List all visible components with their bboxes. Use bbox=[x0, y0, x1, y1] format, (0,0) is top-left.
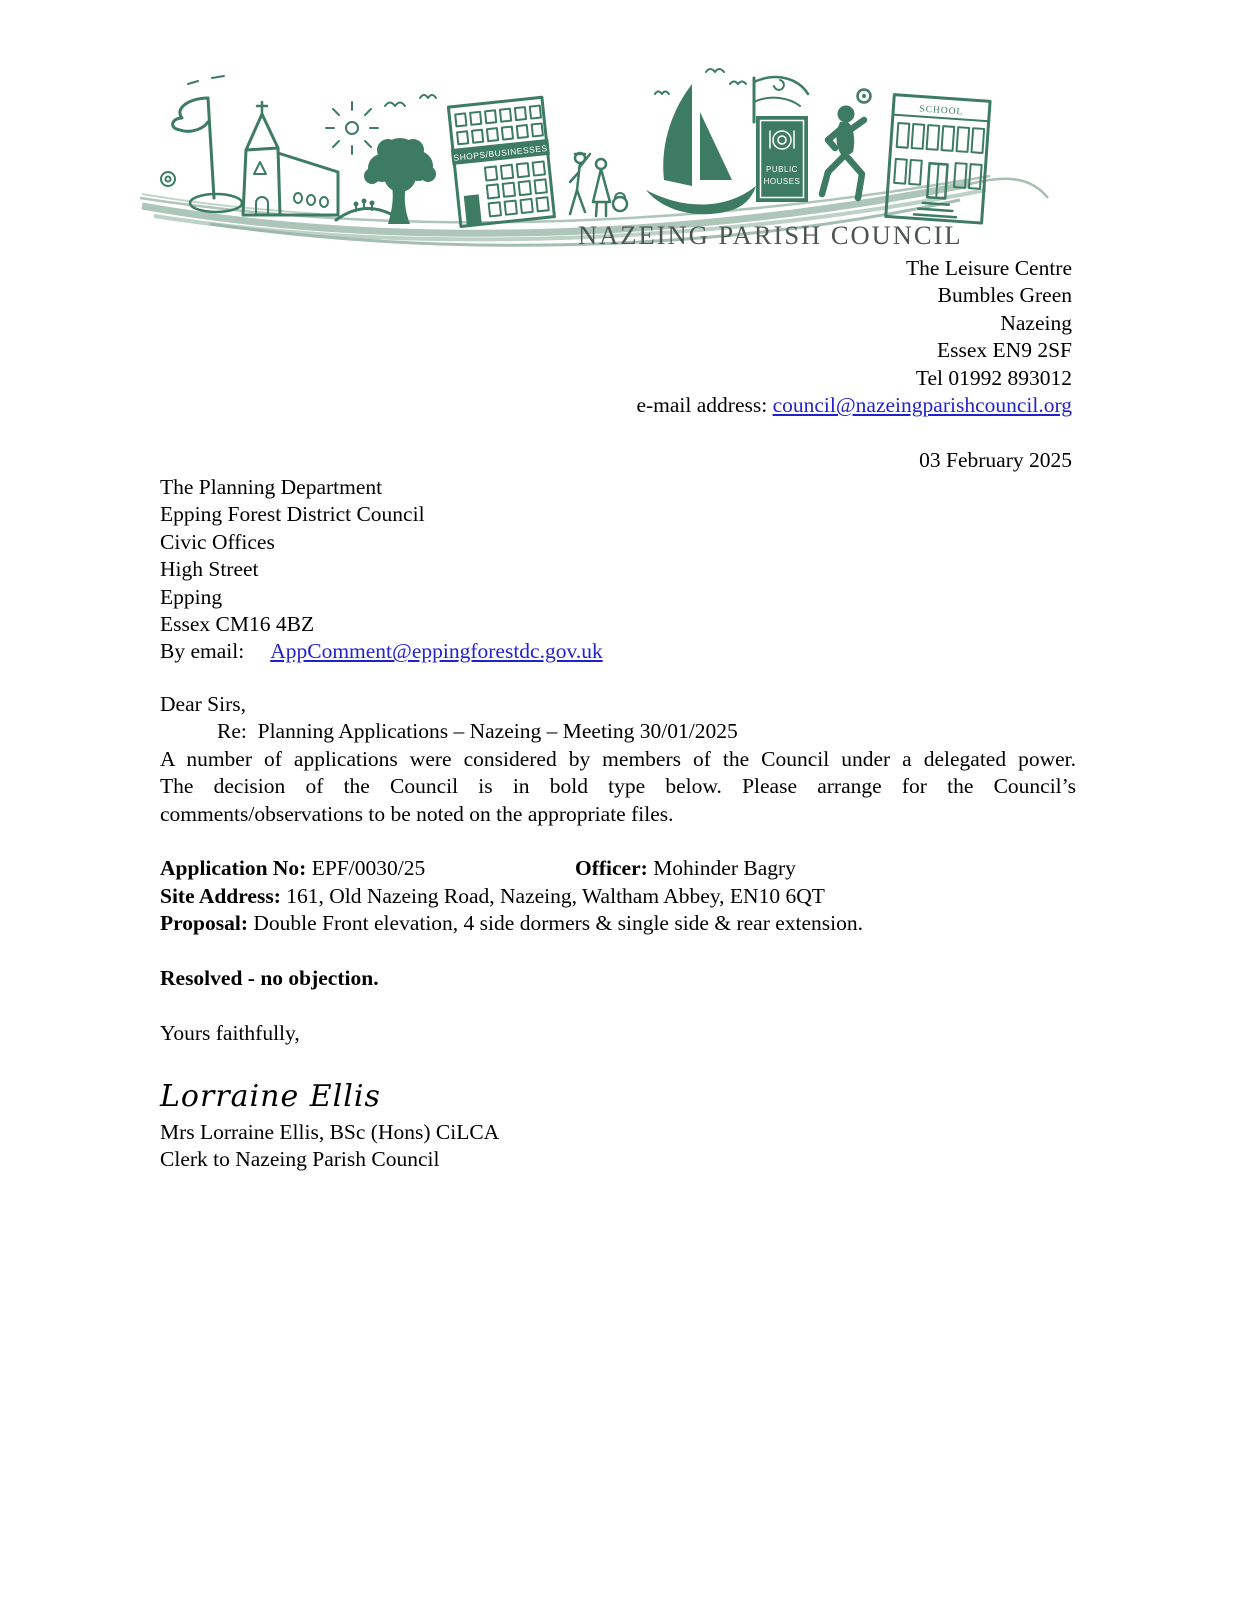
by-email-line bbox=[160, 638, 603, 665]
sun-tree-hill-icon bbox=[326, 95, 436, 224]
letter-body bbox=[160, 691, 1076, 1173]
site-address-value: 161, Old Nazeing Road, Nazeing, Waltham Abbey, EN10 6QT bbox=[286, 883, 825, 908]
recipient-address-line: High Street bbox=[160, 557, 259, 582]
recipient-address-line: Epping bbox=[160, 584, 223, 609]
council-title: NAZEING PARISH COUNCIL bbox=[578, 220, 963, 250]
site-address-line bbox=[160, 883, 1076, 910]
officer-label: Officer: bbox=[575, 856, 648, 881]
shops-building-icon bbox=[446, 97, 556, 227]
footballer-icon bbox=[822, 90, 871, 199]
sender-email-line bbox=[636, 392, 1072, 419]
school-banner-label: SCHOOL bbox=[918, 104, 964, 118]
proposal-line bbox=[160, 910, 1076, 937]
public-houses-label-line1: PUBLIC bbox=[766, 165, 798, 174]
proposal-value: Double Front elevation, 4 side dormers & single side & rear extension. bbox=[253, 911, 864, 936]
officer-cell bbox=[575, 856, 796, 880]
signature-script: Lorraine Ellis bbox=[160, 1078, 381, 1114]
sender-address-line: Essex EN9 2SF bbox=[937, 338, 1072, 363]
site-address-label: Site Address: bbox=[160, 883, 281, 908]
application-no-cell bbox=[160, 855, 575, 882]
subject-line: Re: Planning Applications – Nazeing – Meeting 30/01/2025 bbox=[217, 719, 738, 744]
shops-banner-label: SHOPS/BUSINESSES bbox=[452, 143, 548, 163]
sender-address-line: Tel 01992 893012 bbox=[915, 365, 1072, 390]
recipient-address-line: The Planning Department bbox=[160, 475, 383, 499]
sender-address-line: Bumbles Green bbox=[937, 283, 1072, 308]
sender-address-line: The Leisure Centre bbox=[906, 256, 1072, 280]
proposal-label: Proposal: bbox=[160, 911, 248, 936]
salutation: Dear Sirs, bbox=[160, 692, 246, 716]
application-no-label: Application No: bbox=[160, 856, 307, 881]
recipient-address-line: Essex CM16 4BZ bbox=[160, 612, 315, 637]
officer-value: Mohinder Bagry bbox=[653, 856, 796, 881]
signatory-role: Clerk to Nazeing Parish Council bbox=[160, 1147, 440, 1172]
sender-address-line: Nazeing bbox=[1000, 310, 1072, 335]
church-icon bbox=[243, 102, 338, 215]
sailboat-icon bbox=[646, 69, 756, 214]
public-houses-label-line2: HOUSES bbox=[763, 177, 801, 186]
public-houses-sign-icon bbox=[754, 77, 808, 202]
tree-canopy bbox=[364, 138, 436, 192]
resolution-line: Resolved - no objection. bbox=[160, 966, 379, 991]
walking-couple-icon bbox=[570, 153, 627, 216]
application-no-value: EPF/0030/25 bbox=[311, 856, 426, 881]
golf-flag-icon bbox=[161, 76, 242, 212]
sender-email-link[interactable]: council@nazeingparishcouncil.org bbox=[772, 393, 1072, 418]
recipient-address-line: Epping Forest District Council bbox=[160, 502, 425, 527]
by-email-label: By email: bbox=[160, 639, 245, 664]
recipient-address-line: Civic Offices bbox=[160, 529, 275, 554]
recipient-email-link[interactable]: AppComment@eppingforestdc.gov.uk bbox=[270, 639, 603, 664]
sender-email-label: e-mail address: bbox=[636, 393, 773, 418]
signatory-name: Mrs Lorraine Ellis, BSc (Hons) CiLCA bbox=[160, 1119, 500, 1144]
birds-icon bbox=[655, 69, 746, 94]
paragraph-line: A number of applications were considered by members of the Council under a delegated power. bbox=[160, 746, 1076, 771]
sender-address-block bbox=[636, 255, 1072, 419]
letter-date: 03 February 2025 bbox=[919, 448, 1072, 472]
paragraph-line: The decision of the Council is in bold type below. Please arrange for the Council’s bbox=[160, 774, 1076, 799]
valediction: Yours faithfully, bbox=[160, 1020, 300, 1045]
application-no-officer-line bbox=[160, 855, 1076, 882]
paragraph-line: comments/observations to be noted on the appropriate files. bbox=[160, 801, 674, 826]
recipient-address-block bbox=[160, 474, 603, 666]
